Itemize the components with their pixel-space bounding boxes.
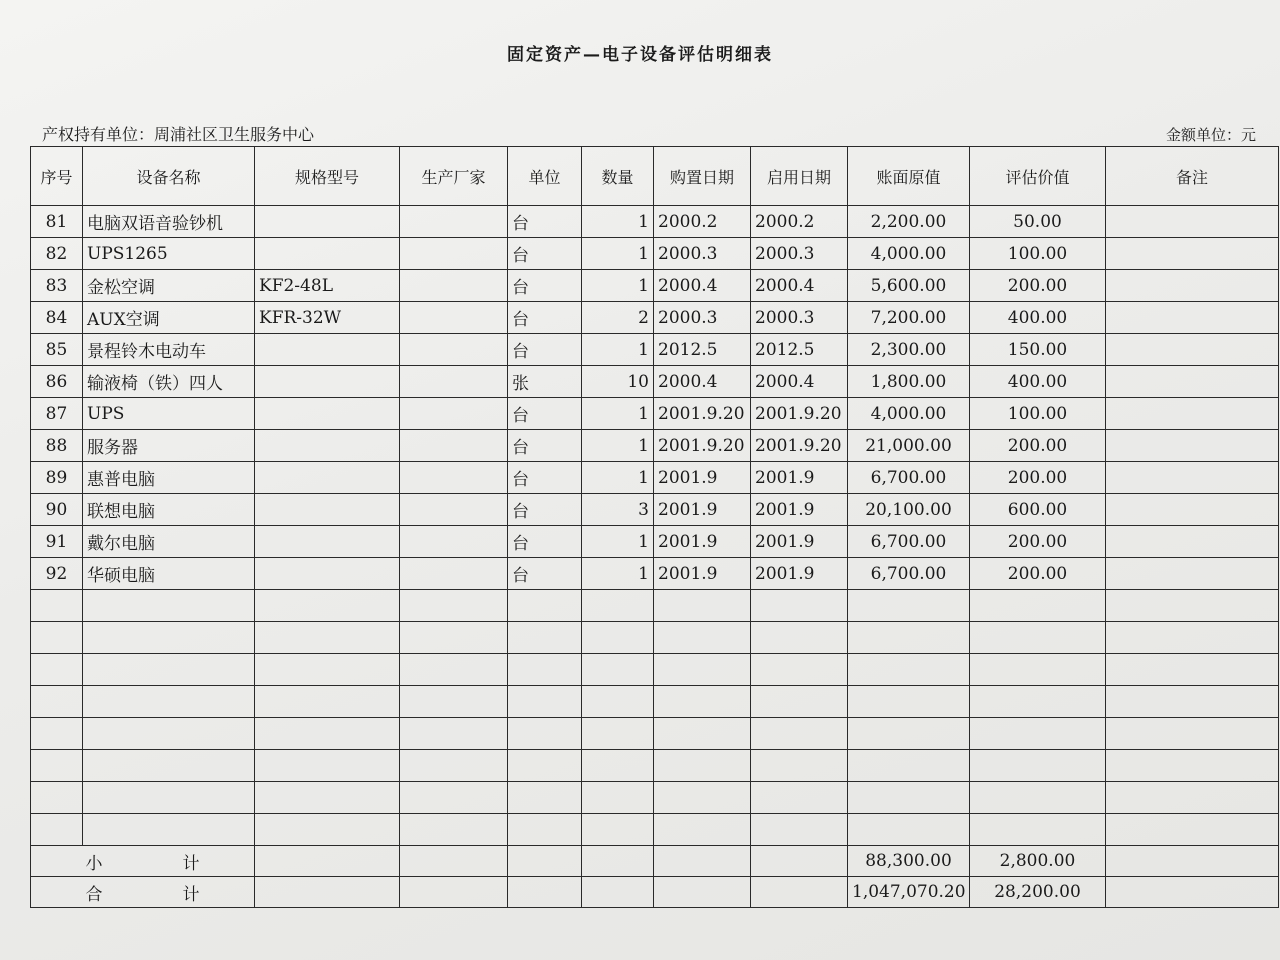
cell-book-value: 5,600.00 [848,270,970,302]
empty-cell [654,877,751,908]
empty-cell [1106,750,1279,782]
cell-seq: 89 [31,462,83,494]
cell-name: 电脑双语音验钞机 [83,206,255,238]
empty-cell [848,590,970,622]
table-row [31,270,1279,302]
empty-cell [508,782,582,814]
empty-cell [400,814,508,846]
cell-seq: 81 [31,206,83,238]
header-maker: 生产厂家 [400,147,508,206]
cell-unit: 台 [508,430,582,462]
empty-cell [508,846,582,877]
empty-cell [508,814,582,846]
cell-name: UPS [83,398,255,430]
total-row [31,877,1279,908]
empty-cell [31,750,83,782]
empty-cell [255,718,400,750]
cell-name: 华硕电脑 [83,558,255,590]
cell-purchase-date: 2000.4 [654,366,751,398]
empty-cell [400,782,508,814]
cell-name: 服务器 [83,430,255,462]
empty-row [31,686,1279,718]
empty-cell [654,782,751,814]
cell-start-date: 2001.9.20 [751,398,848,430]
cell-name: 输液椅（铁）四人 [83,366,255,398]
empty-cell [83,654,255,686]
empty-cell [970,718,1106,750]
cell-purchase-date: 2001.9 [654,494,751,526]
cell-name: 戴尔电脑 [83,526,255,558]
cell-book-value: 4,000.00 [848,238,970,270]
cell-name: AUX空调 [83,302,255,334]
cell-book-value: 6,700.00 [848,558,970,590]
cell-start-date: 2001.9 [751,526,848,558]
cell-model [255,334,400,366]
cell-unit: 台 [508,526,582,558]
empty-cell [751,814,848,846]
cell-purchase-date: 2000.3 [654,238,751,270]
empty-cell [751,750,848,782]
empty-cell [508,622,582,654]
empty-cell [848,782,970,814]
cell-qty: 1 [582,334,654,366]
empty-cell [31,654,83,686]
cell-note [1106,462,1279,494]
cell-note [1106,526,1279,558]
empty-cell [400,877,508,908]
cell-model [255,462,400,494]
cell-purchase-date: 2001.9 [654,462,751,494]
cell-seq: 90 [31,494,83,526]
cell-maker [400,398,508,430]
empty-cell [751,782,848,814]
empty-cell [1106,782,1279,814]
empty-cell [970,750,1106,782]
cell-seq: 83 [31,270,83,302]
cell-qty: 3 [582,494,654,526]
cell-qty: 2 [582,302,654,334]
empty-cell [848,814,970,846]
cell-unit: 台 [508,558,582,590]
header-model: 规格型号 [255,147,400,206]
subtotal-label-first: 小 [85,853,103,874]
cell-unit: 台 [508,302,582,334]
empty-cell [582,814,654,846]
header-qty: 数量 [582,147,654,206]
empty-cell [255,686,400,718]
empty-cell [970,782,1106,814]
empty-cell [751,846,848,877]
empty-cell [31,718,83,750]
cell-appraised-value: 200.00 [970,462,1106,494]
cell-maker [400,526,508,558]
empty-cell [654,686,751,718]
subtotal-appraised-value: 2,800.00 [970,846,1106,877]
cell-qty: 1 [582,206,654,238]
empty-cell [508,877,582,908]
empty-cell [83,590,255,622]
cell-model: KFR-32W [255,302,400,334]
cell-purchase-date: 2001.9 [654,526,751,558]
cell-seq: 86 [31,366,83,398]
cell-appraised-value: 200.00 [970,558,1106,590]
cell-maker [400,270,508,302]
cell-maker [400,238,508,270]
cell-appraised-value: 400.00 [970,366,1106,398]
empty-cell [83,750,255,782]
cell-note [1106,366,1279,398]
cell-note [1106,206,1279,238]
header-book-value: 账面原值 [848,147,970,206]
cell-model [255,526,400,558]
cell-qty: 1 [582,526,654,558]
empty-row [31,750,1279,782]
cell-qty: 1 [582,462,654,494]
empty-cell [1106,622,1279,654]
empty-cell [848,654,970,686]
cell-note [1106,334,1279,366]
empty-cell [31,622,83,654]
empty-cell [1106,718,1279,750]
cell-appraised-value: 200.00 [970,270,1106,302]
table-row [31,302,1279,334]
header-appraised-value: 评估价值 [970,147,1106,206]
empty-cell [582,686,654,718]
empty-cell [751,718,848,750]
empty-cell [582,590,654,622]
cell-start-date: 2000.4 [751,270,848,302]
cell-unit: 台 [508,494,582,526]
currency-unit: 金额单位：元 [1165,126,1256,144]
cell-start-date: 2000.2 [751,206,848,238]
cell-model [255,430,400,462]
header-purchase-date: 购置日期 [654,147,751,206]
empty-cell [582,654,654,686]
total-label-second: 计 [182,884,200,905]
cell-seq: 82 [31,238,83,270]
empty-cell [255,750,400,782]
cell-maker [400,206,508,238]
subtotal-label-second: 计 [182,853,200,874]
empty-cell [582,622,654,654]
cell-purchase-date: 2012.5 [654,334,751,366]
subtotal-row [31,846,1279,877]
cell-unit: 台 [508,270,582,302]
cell-purchase-date: 2001.9.20 [654,430,751,462]
table-row [31,366,1279,398]
empty-cell [255,814,400,846]
empty-cell [83,622,255,654]
header-seq: 序号 [31,147,83,206]
cell-model [255,206,400,238]
cell-note [1106,430,1279,462]
cell-purchase-date: 2001.9 [654,558,751,590]
cell-maker [400,430,508,462]
empty-cell [1106,877,1279,908]
empty-cell [654,718,751,750]
empty-row [31,622,1279,654]
table-row [31,334,1279,366]
empty-cell [654,846,751,877]
empty-cell [751,622,848,654]
empty-cell [654,654,751,686]
cell-model [255,366,400,398]
cell-unit: 台 [508,238,582,270]
cell-start-date: 2012.5 [751,334,848,366]
cell-book-value: 7,200.00 [848,302,970,334]
cell-book-value: 4,000.00 [848,398,970,430]
cell-start-date: 2000.3 [751,302,848,334]
empty-cell [1106,814,1279,846]
header-name: 设备名称 [83,147,255,206]
empty-cell [970,814,1106,846]
cell-start-date: 2001.9 [751,558,848,590]
empty-cell [970,590,1106,622]
empty-cell [83,686,255,718]
cell-appraised-value: 100.00 [970,398,1106,430]
cell-book-value: 21,000.00 [848,430,970,462]
empty-cell [751,654,848,686]
cell-appraised-value: 400.00 [970,302,1106,334]
empty-cell [582,750,654,782]
table-row [31,462,1279,494]
empty-row [31,718,1279,750]
cell-seq: 87 [31,398,83,430]
cell-seq: 92 [31,558,83,590]
asset-table [30,146,1279,908]
empty-cell [255,622,400,654]
empty-cell [582,846,654,877]
empty-cell [255,846,400,877]
empty-cell [400,718,508,750]
empty-cell [654,814,751,846]
cell-name: 景程铃木电动车 [83,334,255,366]
cell-start-date: 2000.3 [751,238,848,270]
cell-qty: 1 [582,398,654,430]
empty-cell [508,718,582,750]
empty-cell [751,590,848,622]
cell-appraised-value: 100.00 [970,238,1106,270]
cell-appraised-value: 200.00 [970,526,1106,558]
cell-unit: 张 [508,366,582,398]
cell-qty: 1 [582,270,654,302]
total-appraised-value: 28,200.00 [970,877,1106,908]
cell-unit: 台 [508,206,582,238]
empty-cell [31,590,83,622]
cell-seq: 84 [31,302,83,334]
table-row [31,238,1279,270]
cell-qty: 1 [582,430,654,462]
header-unit: 单位 [508,147,582,206]
cell-seq: 85 [31,334,83,366]
empty-cell [1106,686,1279,718]
cell-model [255,494,400,526]
empty-cell [400,846,508,877]
empty-cell [400,622,508,654]
table-header-row [31,147,1279,206]
cell-unit: 台 [508,462,582,494]
empty-cell [400,750,508,782]
cell-seq: 91 [31,526,83,558]
empty-cell [751,877,848,908]
empty-cell [582,718,654,750]
cell-qty: 10 [582,366,654,398]
total-label [31,877,255,908]
cell-seq: 88 [31,430,83,462]
empty-cell [31,814,83,846]
empty-cell [255,654,400,686]
empty-cell [751,686,848,718]
cell-name: UPS1265 [83,238,255,270]
cell-model [255,238,400,270]
cell-maker [400,558,508,590]
header-start-date: 启用日期 [751,147,848,206]
empty-cell [848,622,970,654]
cell-note [1106,558,1279,590]
cell-appraised-value: 200.00 [970,430,1106,462]
table-row [31,558,1279,590]
subtotal-label [31,846,255,877]
cell-maker [400,462,508,494]
cell-purchase-date: 2000.4 [654,270,751,302]
empty-cell [848,750,970,782]
empty-cell [31,782,83,814]
empty-cell [508,686,582,718]
empty-cell [848,718,970,750]
empty-cell [31,686,83,718]
cell-appraised-value: 600.00 [970,494,1106,526]
cell-appraised-value: 50.00 [970,206,1106,238]
cell-start-date: 2000.4 [751,366,848,398]
empty-row [31,814,1279,846]
cell-model: KF2-48L [255,270,400,302]
cell-maker [400,302,508,334]
cell-model [255,398,400,430]
empty-cell [508,590,582,622]
empty-cell [83,814,255,846]
table-row [31,398,1279,430]
empty-cell [400,686,508,718]
cell-book-value: 6,700.00 [848,526,970,558]
table-row [31,494,1279,526]
cell-book-value: 2,300.00 [848,334,970,366]
cell-unit: 台 [508,334,582,366]
empty-cell [582,782,654,814]
empty-cell [970,686,1106,718]
empty-row [31,590,1279,622]
cell-purchase-date: 2000.3 [654,302,751,334]
empty-cell [255,590,400,622]
empty-row [31,654,1279,686]
empty-cell [508,654,582,686]
subtotal-book-value: 88,300.00 [848,846,970,877]
total-label-first: 合 [85,884,103,905]
cell-note [1106,398,1279,430]
empty-cell [970,654,1106,686]
header-note: 备注 [1106,147,1279,206]
table-row [31,430,1279,462]
cell-maker [400,366,508,398]
empty-cell [1106,654,1279,686]
empty-cell [848,686,970,718]
cell-note [1106,302,1279,334]
empty-cell [970,622,1106,654]
cell-book-value: 20,100.00 [848,494,970,526]
empty-cell [1106,590,1279,622]
cell-name: 联想电脑 [83,494,255,526]
cell-unit: 台 [508,398,582,430]
empty-cell [255,877,400,908]
empty-cell [83,782,255,814]
cell-name: 惠普电脑 [83,462,255,494]
empty-cell [255,782,400,814]
empty-cell [654,622,751,654]
cell-maker [400,494,508,526]
cell-start-date: 2001.9.20 [751,430,848,462]
cell-maker [400,334,508,366]
empty-cell [1106,846,1279,877]
document-title: 固定资产—电子设备评估明细表 [507,45,773,65]
cell-start-date: 2001.9 [751,462,848,494]
empty-cell [582,877,654,908]
empty-cell [400,590,508,622]
empty-cell [508,750,582,782]
cell-purchase-date: 2000.2 [654,206,751,238]
cell-note [1106,270,1279,302]
cell-start-date: 2001.9 [751,494,848,526]
empty-cell [83,718,255,750]
cell-model [255,558,400,590]
cell-appraised-value: 150.00 [970,334,1106,366]
table-row [31,206,1279,238]
cell-book-value: 1,800.00 [848,366,970,398]
cell-name: 金松空调 [83,270,255,302]
cell-note [1106,238,1279,270]
total-book-value: 1,047,070.20 [848,877,970,908]
empty-cell [654,590,751,622]
cell-book-value: 2,200.00 [848,206,970,238]
empty-cell [654,750,751,782]
table-row [31,526,1279,558]
cell-qty: 1 [582,558,654,590]
cell-book-value: 6,700.00 [848,462,970,494]
cell-qty: 1 [582,238,654,270]
empty-cell [400,654,508,686]
cell-note [1106,494,1279,526]
cell-purchase-date: 2001.9.20 [654,398,751,430]
owner-unit: 产权持有单位：周浦社区卫生服务中心 [42,125,315,144]
empty-row [31,782,1279,814]
